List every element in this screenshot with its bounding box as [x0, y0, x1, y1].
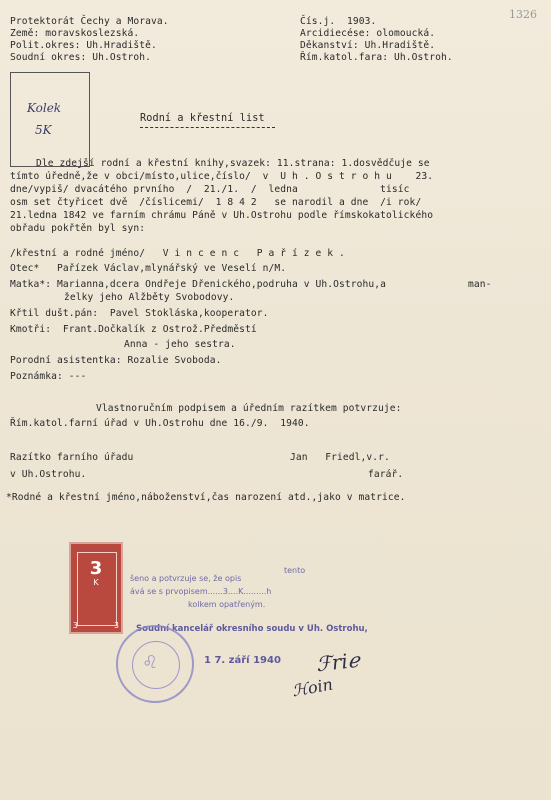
title-underline: [140, 127, 275, 128]
body-line-2: tímto úředně,že v obci/místo,ulice,číslo/ v U h . O s t r o h u 23.: [10, 171, 434, 182]
verification-line-1-tail: tento: [284, 566, 306, 575]
verification-line-1: šeno a potvrzuje se, že opis: [130, 574, 242, 583]
court-round-seal: [116, 625, 194, 703]
tax-stamp-value: 3: [89, 558, 103, 579]
body-line-5: 21.ledna 1842 ve farním chrámu Páně v Uh.Ostrohu podle římskokatolického: [10, 210, 434, 221]
body-line-4: osm set čtyřicet dvě /číslicemi/ 1 8 4 2 se narodil a dne /i rok/: [10, 197, 422, 208]
field-mother-line-2: želky jeho Alžběty Svobodovy.: [64, 292, 235, 303]
stamp-box-label: Kolek: [27, 101, 62, 115]
tax-stamp: [69, 542, 123, 634]
certification-line-2: Řím.katol.farní úřad v Uh.Ostrohu dne 16./9. 1940.: [10, 418, 310, 429]
header-political-district: Polit.okres: Uh.Hradiště.: [10, 40, 157, 51]
signature-scribble-1: ℱriℯ: [314, 647, 361, 677]
field-midwife: Porodní asistentka: Rozalie Svoboda.: [10, 355, 222, 366]
signature-title: farář.: [368, 469, 404, 480]
signature-name: Jan Friedl,v.r.: [290, 452, 390, 463]
verification-date: 1 7. září 1940: [204, 655, 281, 666]
body-line-6: obřadu pokřtěn byl syn:: [10, 223, 146, 234]
seal-label-1: Razítko farního úřadu: [10, 452, 134, 463]
verification-line-3: kolkem opatřeným.: [188, 600, 266, 609]
field-godparents-2: Anna - jeho sestra.: [124, 339, 236, 350]
tax-stamp-corner-left: 3: [73, 621, 78, 630]
header-deanery: Děkanství: Uh.Hradiště.: [300, 40, 436, 51]
revenue-stamp-box: [10, 72, 90, 167]
court-office-stamp: Soudní kancelář okresního soudu v Uh. Ostrohu,: [136, 624, 368, 634]
field-mother-line-1-end: man-: [468, 279, 492, 290]
header-protectorate: Protektorát Čechy a Morava.: [10, 16, 169, 27]
signature-scribble-2: ℋoin: [290, 674, 335, 701]
certification-line-1: Vlastnoručním podpisem a úředním razítkem potvrzuje:: [96, 403, 402, 414]
field-mother-line-1: Matka*: Marianna,dcera Ondřeje Dřenického,podruha v Uh.Ostrohu,a: [10, 279, 387, 290]
body-line-3: dne/vypiš/ dvacátého prvního / 21./1. / ledna tisíc: [10, 184, 410, 195]
tax-stamp-unit: K: [93, 578, 99, 587]
field-note: Poznámka: ---: [10, 371, 87, 382]
field-godparents-1: Kmotři: Frant.Dočkalík z Ostrož.Předměstí: [10, 324, 257, 335]
header-judicial-district: Soudní okres: Uh.Ostroh.: [10, 52, 152, 63]
page-number: 1326: [509, 8, 537, 21]
field-name: /křestní a rodné jméno/ V i n c e n c P a ř í z e k .: [10, 248, 345, 259]
footnote: *Rodné a křestní jméno,náboženství,čas narození atd.,jako v matrice.: [6, 492, 406, 503]
header-parish: Řím.katol.fara: Uh.Ostroh.: [300, 52, 453, 63]
header-reference-number: Čís.j. 1903.: [300, 16, 377, 27]
field-father: Otec* Pařízek Václav,mlynářský ve Veselí n/M.: [10, 263, 287, 274]
seal-label-2: v Uh.Ostrohu.: [10, 469, 87, 480]
stamp-box-value: 5K: [35, 123, 52, 137]
document-title: Rodní a křestní list: [140, 113, 265, 124]
body-line-1: Dle zdejší rodní a křestní knihy,svazek: 11.strana: 1.dosvědčuje se: [36, 158, 430, 169]
header-archdiocese: Arcidiecése: olomoucká.: [300, 28, 436, 39]
header-land: Země: moravskoslezská.: [10, 28, 140, 39]
lion-emblem-icon: ♌: [144, 649, 157, 673]
field-priest: Křtil dušt.pán: Pavel Stokláska,kooperator.: [10, 308, 269, 319]
tax-stamp-corner-right: 3: [114, 621, 119, 630]
verification-line-2: ává se s prvopisem......3....K.........h: [130, 587, 272, 596]
